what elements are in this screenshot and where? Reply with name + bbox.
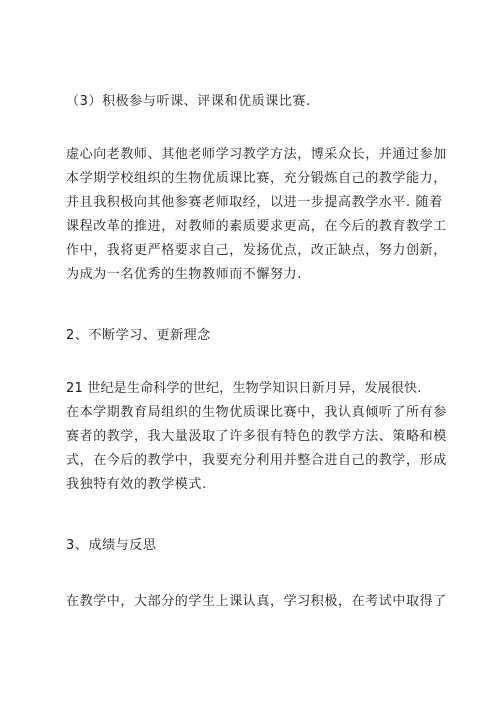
text-line: 虚心向老教师、其他老师学习教学方法，博采众长，并通过参加 (66, 147, 447, 162)
text-line: （3）积极参与听课、评课和优质课比赛. (66, 94, 311, 109)
paragraph-results (66, 590, 447, 614)
text-line: 本学期学校组织的生物优质课比赛，充分锻炼自己的教学能力， (66, 171, 447, 186)
text-line: 在本学期教育局组织的生物优质课比赛中，我认真倾听了所有参 (66, 405, 447, 420)
paragraph-learning (66, 143, 447, 287)
text-line: 作中，我将更严格要求自己，发扬优点，改正缺点，努力创新， (66, 243, 447, 258)
text-line: 并且我积极向其他参赛老师取经，以进一步提高教学水平. 随着 (66, 195, 443, 210)
text-line: 课程改革的推进，对教师的素质要求更高，在今后的教育教学工 (66, 219, 447, 234)
text-line: 我独特有效的教学模式. (66, 477, 207, 492)
text-line: 3、成绩与反思 (66, 538, 157, 553)
text-line: 2、不断学习、更新理念 (66, 328, 211, 343)
text-line: 在教学中，大部分的学生上课认真，学习积极，在考试中取得了 (66, 594, 447, 609)
section-2-heading (66, 324, 438, 348)
text-line: 式，在今后的教学中，我要充分利用并整合进自己的教学，形成 (66, 453, 447, 468)
section-3-results-heading (66, 534, 438, 558)
text-line: 21 世纪是生命科学的世纪，生物学知识日新月异，发展很快. (66, 381, 422, 396)
text-line: 赛者的教学，我大量汲取了许多很有特色的教学方法、策略和模 (66, 429, 447, 444)
text-line: 为成为一名优秀的生物教师而不懈努力. (66, 267, 302, 282)
paragraph-ideas (66, 377, 447, 497)
section-3-heading (66, 90, 438, 114)
